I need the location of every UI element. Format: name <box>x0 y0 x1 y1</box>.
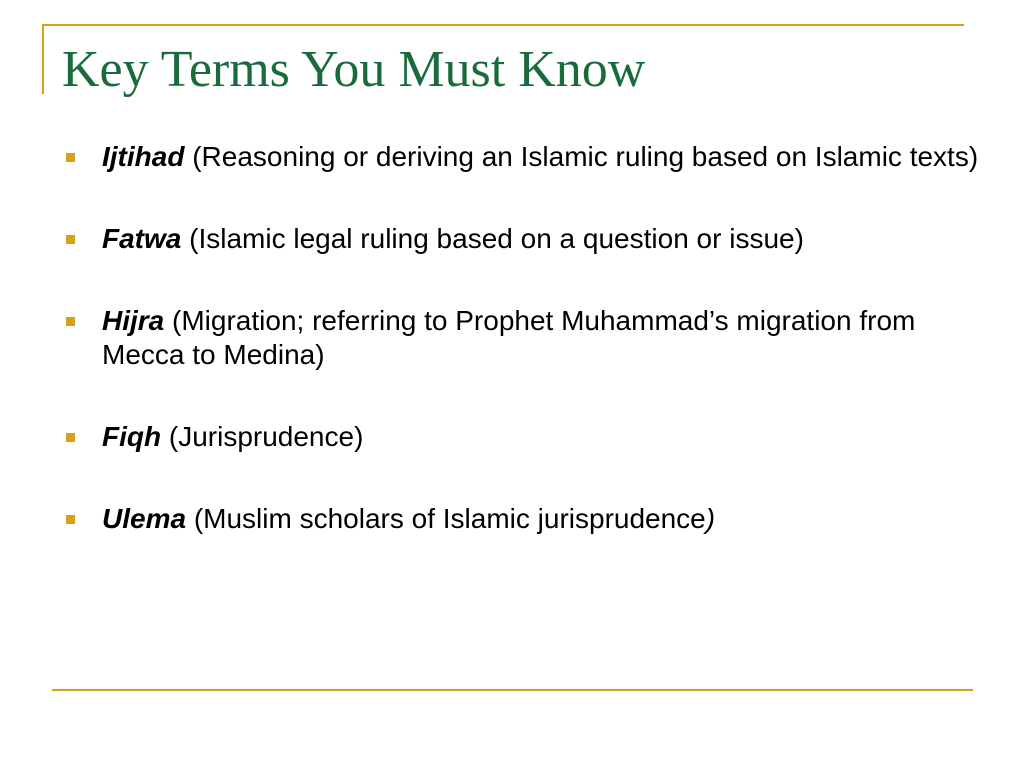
term-fatwa: Fatwa <box>102 223 182 254</box>
definition-hijra: (Migration; referring to Prophet Muhammad’s migration from Mecca to Medina) <box>102 305 916 370</box>
bullet-item-ijtihad <box>62 140 982 174</box>
term-ijtihad: Ijtihad <box>102 141 185 172</box>
definition-ijtihad: (Reasoning or deriving an Islamic ruling based on Islamic texts) <box>192 141 979 172</box>
bullet-item-fatwa <box>62 222 982 256</box>
square-bullet-icon <box>66 317 75 326</box>
definition-fiqh: (Jurisprudence) <box>168 421 364 452</box>
square-bullet-icon <box>66 153 75 162</box>
square-bullet-icon <box>66 515 75 524</box>
square-bullet-icon <box>66 235 75 244</box>
bullet-item-fiqh <box>62 420 982 454</box>
key-terms-list <box>62 140 982 536</box>
definition-ulema: (Muslim scholars of Islamic jurisprudence <box>193 503 706 534</box>
definition-end-ulema: ) <box>705 503 716 534</box>
definition-fatwa: (Islamic legal ruling based on a question or issue) <box>189 223 804 254</box>
title-frame-top-rule <box>42 24 964 26</box>
bottom-divider-rule <box>52 689 973 691</box>
bullet-item-hijra <box>62 304 982 372</box>
slide-title: Key Terms You Must Know <box>62 41 646 98</box>
term-ulema: Ulema <box>102 503 187 534</box>
term-fiqh: Fiqh <box>102 421 162 452</box>
term-hijra: Hijra <box>102 305 165 336</box>
bullet-item-ulema <box>62 502 982 536</box>
title-frame-left-rule <box>42 24 44 94</box>
square-bullet-icon <box>66 433 75 442</box>
